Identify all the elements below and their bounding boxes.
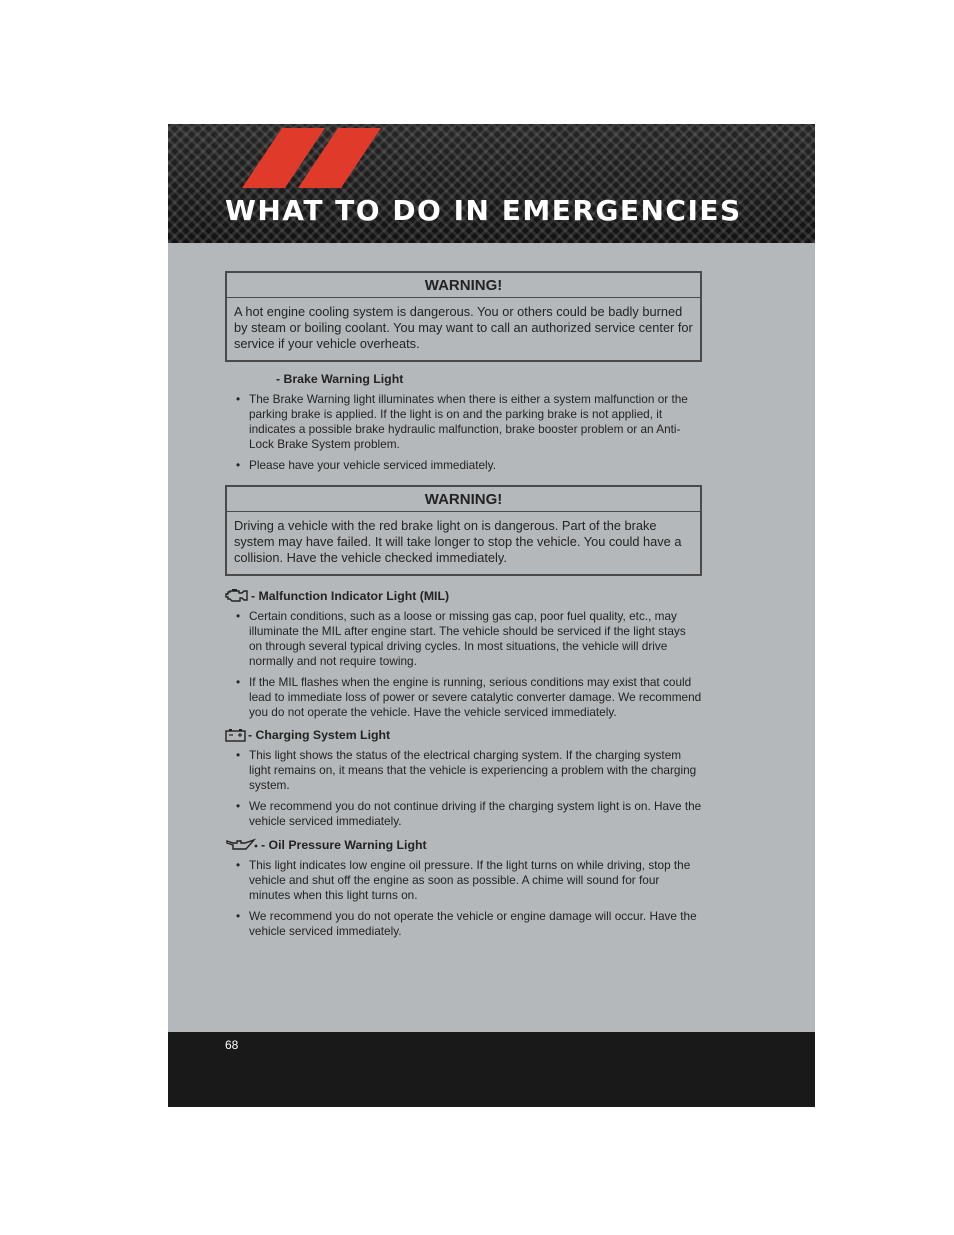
list-item: • If the MIL flashes when the engine is running, serious conditions may exist that could lead to immediate loss of power or severe catalytic converter damage. We recommend you do not operate the vehicle. Have the vehicle serviced immediately. <box>225 675 702 720</box>
oil-heading-text: - Oil Pressure Warning Light <box>261 837 427 852</box>
warning-text: Driving a vehicle with the red brake light on is dangerous. Part of the brake system may have failed. It will take longer to stop the vehicle. You could have a collision. Have the vehicle checked immediately. <box>234 518 682 565</box>
brake-list <box>225 392 702 473</box>
section-header <box>168 124 815 243</box>
brand-stripes-logo <box>242 128 382 190</box>
page-title: WHAT TO DO IN EMERGENCIES <box>225 194 742 227</box>
list-item: • Please have your vehicle serviced immediately. <box>225 458 702 473</box>
brake-heading-text: - Brake Warning Light <box>276 372 404 386</box>
list-item: • Certain conditions, such as a loose or missing gas cap, poor fuel quality, etc., may illuminate the MIL after engine start. The vehicle should be serviced if the light stays on through several typical driving cycles. In most situations, the vehicle will drive normally and not require towing. <box>225 609 702 669</box>
mil-heading-text: - Malfunction Indicator Light (MIL) <box>251 588 450 603</box>
list-item: • We recommend you do not operate the vehicle or engine damage will occur. Have the vehicle serviced immediately. <box>225 909 702 939</box>
warning-box-hot-engine <box>225 271 702 362</box>
mil-list <box>225 609 702 720</box>
warning-title: WARNING! <box>227 273 700 298</box>
oil-can-icon <box>225 837 259 852</box>
page-number: 68 <box>225 1038 239 1052</box>
brake-warning-heading <box>225 372 702 386</box>
content <box>225 271 702 945</box>
page <box>168 124 815 1107</box>
list-item: • We recommend you do not continue driving if the charging system light is on. Have the vehicle serviced immediately. <box>225 799 702 829</box>
charging-heading <box>225 728 702 742</box>
oil-list <box>225 858 702 939</box>
charging-list <box>225 748 702 829</box>
mil-heading <box>225 588 702 603</box>
warning-title: WARNING! <box>227 487 700 512</box>
list-item: • This light shows the status of the electrical charging system. If the charging system light remains on, it means that the vehicle is experiencing a problem with the charging system. <box>225 748 702 793</box>
engine-icon <box>225 588 249 603</box>
page-footer <box>168 1032 815 1107</box>
list-item: • The Brake Warning light illuminates when there is either a system malfunction or the parking brake is applied. If the light is on and the parking brake is not applied, it indicates a possible brake hydraulic malfunction, brake booster problem or an Anti-Lock Brake System problem. <box>225 392 702 452</box>
warning-box-brake-light <box>225 485 702 576</box>
oil-pressure-heading <box>225 837 702 852</box>
charging-heading-text: - Charging System Light <box>248 728 391 742</box>
battery-icon <box>225 728 246 742</box>
list-item: • This light indicates low engine oil pressure. If the light turns on while driving, stop the vehicle and shut off the engine as soon as possible. A chime will sound for four minutes when this light turns on. <box>225 858 702 903</box>
warning-text: A hot engine cooling system is dangerous. You or others could be badly burned by steam or boiling coolant. You may want to call an authorized service center for service if your vehicle overheats. <box>234 304 693 351</box>
